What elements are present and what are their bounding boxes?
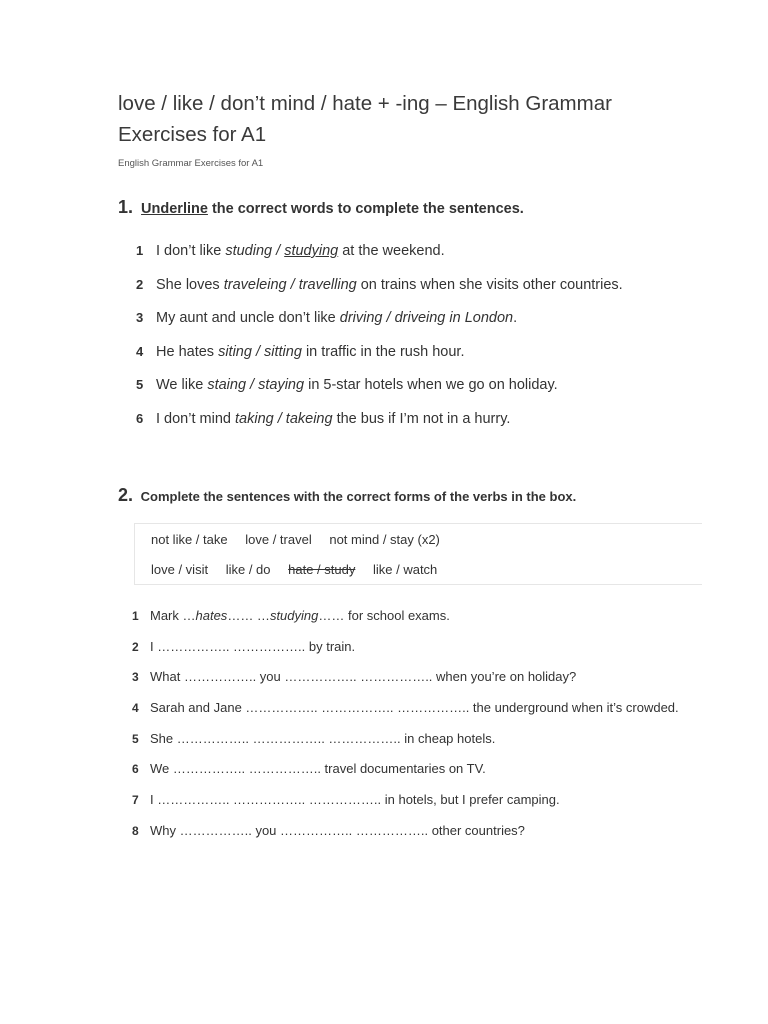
exercise-1-heading-underlined: Underline xyxy=(141,201,208,217)
sentence-start: I don’t mind xyxy=(156,410,235,427)
exercise-1-item xyxy=(136,307,623,341)
example-answer-1: hates xyxy=(195,608,228,623)
verb-pair: love / visit xyxy=(151,562,209,577)
exercise-1-heading-text: the correct words to complete the sentences. xyxy=(207,201,524,217)
exercise-2-item xyxy=(132,821,679,852)
item-number: 1 xyxy=(136,243,144,258)
option-separator: / xyxy=(251,343,265,360)
item-number: 2 xyxy=(136,276,144,292)
sentence-middle: …… … xyxy=(227,608,270,623)
item-number: 2 xyxy=(132,639,139,654)
sentence-end: in 5-star hotels when we go on holiday. xyxy=(304,377,558,393)
exercise-2-number: 2. xyxy=(118,485,134,505)
option-separator: / xyxy=(246,377,259,393)
exercise-1-item xyxy=(136,408,623,442)
option-separator: / xyxy=(273,410,286,427)
verb-pair-struck: hate / study xyxy=(288,562,356,577)
option-b[interactable]: takeing xyxy=(285,410,333,427)
page-title: love / like / don’t mind / hate + -ing – English Grammar Exercises for A1 xyxy=(118,92,612,146)
page-subtitle: English Grammar Exercises for A1 xyxy=(118,158,264,169)
sentence-text: She …………….. …………….. …………….. in cheap hotels. xyxy=(150,730,496,746)
item-number: 1 xyxy=(132,609,139,623)
exercise-2-item xyxy=(132,759,679,790)
sentence-end: in traffic in the rush hour. xyxy=(301,343,465,360)
option-a[interactable]: traveleing xyxy=(223,276,287,293)
verb-pair: not mind / stay (x2) xyxy=(329,532,440,547)
exercise-1-item xyxy=(136,374,623,408)
sentence-end: . xyxy=(513,310,518,326)
exercise-2-heading xyxy=(118,485,576,506)
exercise-1-item xyxy=(136,240,623,274)
option-b[interactable]: sitting xyxy=(264,343,302,360)
sentence-text: We …………….. …………….. travel documentaries on TV. xyxy=(150,761,486,777)
option-a[interactable]: siting xyxy=(218,343,252,360)
item-number: 8 xyxy=(132,823,139,838)
exercise-2-item xyxy=(132,698,679,729)
item-number: 3 xyxy=(132,670,139,685)
item-number: 6 xyxy=(136,410,144,426)
item-number: 4 xyxy=(132,701,139,716)
option-b[interactable]: travelling xyxy=(298,276,357,293)
item-number: 6 xyxy=(132,762,139,777)
sentence-end: …… for school exams. xyxy=(318,608,450,623)
sentence-start: Mark … xyxy=(150,608,196,623)
sentence-text: What …………….. you …………….. …………….. when you’re on holiday? xyxy=(150,669,577,685)
item-number: 4 xyxy=(136,343,144,359)
sentence-end: the bus if I’m not in a hurry. xyxy=(332,410,511,427)
option-a[interactable]: taking xyxy=(235,410,274,427)
exercise-2-item xyxy=(132,606,679,637)
verb-pair: love / travel xyxy=(245,532,312,547)
verb-box xyxy=(134,523,702,585)
option-a[interactable]: studing xyxy=(225,243,273,259)
verb-pair: like / do xyxy=(225,562,271,577)
option-separator: / xyxy=(272,243,285,259)
exercise-1-list xyxy=(136,240,623,441)
item-number: 3 xyxy=(136,310,144,325)
sentence-text: I …………….. …………….. …………….. in hotels, but I prefer camping. xyxy=(150,792,560,808)
item-number: 7 xyxy=(132,793,139,808)
option-a[interactable]: staing xyxy=(207,377,247,393)
option-b[interactable]: staying xyxy=(258,377,305,393)
exercise-2-list xyxy=(132,606,679,852)
verb-box-row xyxy=(151,532,454,547)
item-number: 5 xyxy=(136,377,144,392)
exercise-2-heading-text: Complete the sentences with the correct forms of the verbs in the box. xyxy=(140,489,577,504)
exercise-1-number: 1. xyxy=(118,197,134,217)
verb-box-row xyxy=(151,562,451,577)
exercise-2-item xyxy=(132,637,679,668)
exercise-1-heading xyxy=(118,197,524,218)
sentence-start: We like xyxy=(156,377,208,393)
sentence-start: My aunt and uncle don’t like xyxy=(156,310,340,326)
sentence-start: I don’t like xyxy=(156,243,226,259)
exercise-2-item xyxy=(132,729,679,760)
exercise-1-item xyxy=(136,274,623,308)
option-b-underlined[interactable]: studying xyxy=(284,243,339,259)
sentence-text: Why …………….. you …………….. …………….. other countries? xyxy=(150,822,525,838)
sentence-start: He hates xyxy=(156,343,219,360)
verb-pair: not like / take xyxy=(151,532,228,547)
sentence-text: Sarah and Jane …………….. …………….. …………….. the underground when it’s crowded. xyxy=(150,700,679,716)
exercise-2-item xyxy=(132,790,679,821)
exercise-1-item xyxy=(136,341,623,375)
option-b[interactable]: driveing in London xyxy=(394,310,514,326)
option-separator: / xyxy=(382,310,395,326)
sentence-start: She loves xyxy=(156,276,224,293)
exercise-2-item xyxy=(132,667,679,698)
sentence-end: at the weekend. xyxy=(338,243,445,259)
verb-pair: like / watch xyxy=(372,562,438,577)
sentence-end: on trains when she visits other countries. xyxy=(356,276,623,293)
option-separator: / xyxy=(286,276,299,293)
example-answer-2: studying xyxy=(269,608,319,623)
option-a[interactable]: driving xyxy=(339,310,383,326)
item-number: 5 xyxy=(132,731,139,746)
sentence-text: I …………….. …………….. by train. xyxy=(150,638,356,654)
